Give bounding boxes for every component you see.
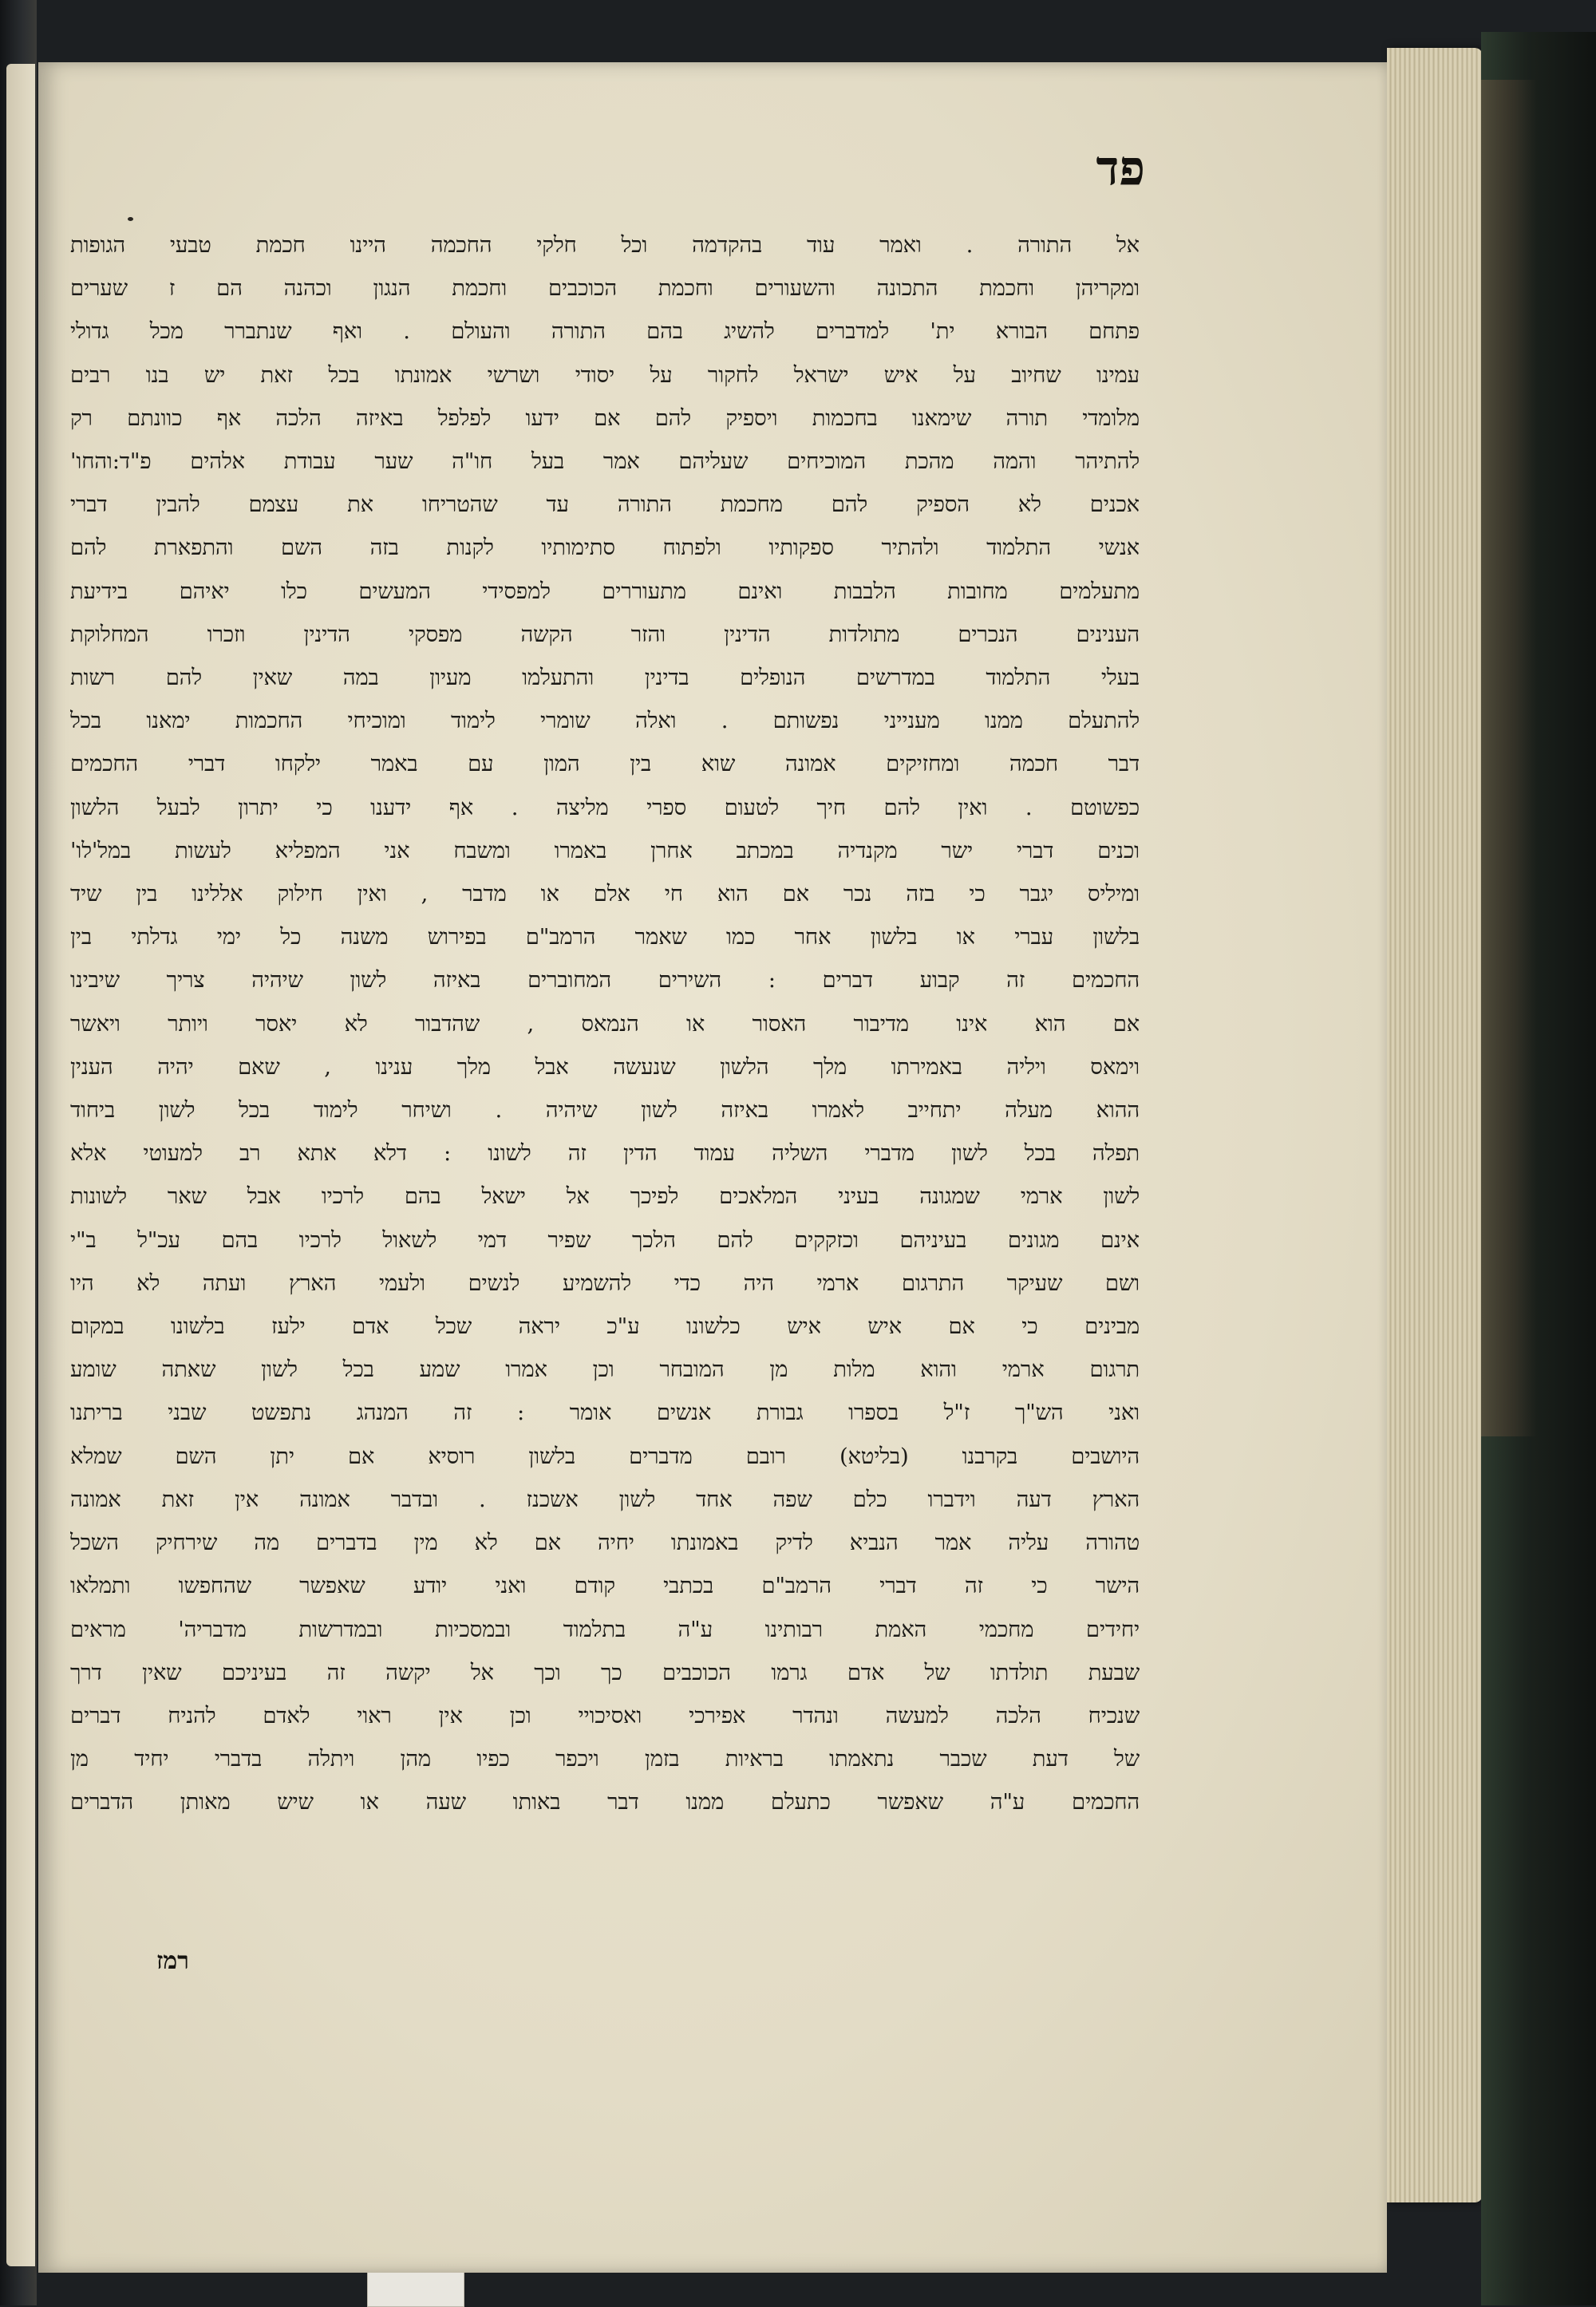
text-line: אנשי התלמוד ולהתיר ספקותיו ולפתוח סתימותיו לקנות בזה השם והתפארת להם (70, 535, 1140, 561)
text-line: אל התורה . ואמר עוד בהקדמה וכל חלקי החכמה היינו חכמת טבעי הגופות (70, 232, 1140, 258)
text-line: מלומדי תורה שימאנו בחכמות ויספיק להם אם ידעו לפלפל באיזה הלכה אף כוונתם רק (70, 405, 1140, 431)
text-line: ושם שעיקר התרגום ארמי היה כדי להשמיע לנשים ולעמי הארץ ועתה לא היו (70, 1270, 1140, 1296)
text-line: יחידים מחכמי האמת רבותינו ע"ה בתלמוד ובמסכיות ובמדרשות מדבריה' מראים (70, 1616, 1140, 1642)
page-edges (1387, 48, 1483, 2202)
text-line: לשון ארמי שמגונה בעיני המלאכים לפיכך אל ישאל בהם לרכיו אבל שאר לשונות (70, 1183, 1140, 1210)
text-line: ההוא מעלה יתחייב לאמרו באיזה לשון שיהיה . ושיחר לימוד בכל לשון ביחוד (70, 1097, 1140, 1124)
text-line: עמינו שחיוב על איש ישראל לחקור על יסודי ושרשי אמונתו בכל זאת יש בנו רבים (70, 361, 1140, 388)
text-line: בלשון עברי או בלשון אחר כמו שאמר הרמב"ם בפירוש משנה כל ימי גדלתי בין (70, 924, 1140, 950)
text-line: בעלי התלמוד במדרשים הנופלים בדינין והתעלמו מעיון במה שאין להם רשות (70, 665, 1140, 691)
text-line: דבר חכמה ומחזיקים אמונה שוא בין המון עם באמר ילקחו דברי החכמים (70, 751, 1140, 777)
page-text (70, 223, 1140, 1824)
text-line: פתחם הבורא ית' למדברים להשיג בהם התורה והעולם . ואף שנתברר מכל גדולי (70, 318, 1140, 345)
text-line: ואני הש"ך ז"ל בספרו גבורת אנשים אומר : זה המנהג נתפשט שבני בריתנו (70, 1400, 1140, 1426)
facing-page-edge (6, 64, 35, 2266)
text-line: להתעלם ממנו מענייני נפשותם . ואלה שומרי לימוד ומוכיחי החכמות ימאנו בכל (70, 708, 1140, 734)
text-line: תפלה בכל לשון מדברי השליה עמוד הדין זה לשונו : דלא אתא רב למעוטי אלא (70, 1140, 1140, 1167)
text-line: הארץ דעה וידברו כלם שפה אחד לשון אשכנז . ובדבר אמונה אין זאת אמונה (70, 1486, 1140, 1512)
text-line: וכנים דברי ישר מקנדיה במכתב אחרן באמרו ומשבח אני המפליא לעשות במל'לו' (70, 837, 1140, 863)
text-line: ומיליס יגבר כי בזה נכר אם הוא חי אלם או מדבר , ואין חילוק אללינו בין שיד (70, 881, 1140, 907)
text-line: מתעלמים מחובות הלבבות ואינם מתעוררים למפסידי המעשים כלו יאיהם בידיעת (70, 578, 1140, 604)
text-line: מבינים כי אם איש איש כלשונו ע"כ יראה שכל אדם ילעז בלשונו במקום (70, 1313, 1140, 1340)
text-line: להתיהר והמה מהכת המוכיחים שעליהם אמר בעל חו"ה שער עבודת אלהים פ"ד:והחו' (70, 448, 1140, 475)
text-line: היושבים בקרבנו (בליטא) רובם מדברים בלשון רוסיא אם יתן השם שמלא (70, 1443, 1140, 1469)
text-line: של דעת שכבר נתאמתו בראיות בזמן ויכפר כפיו מהן ויתלה בדברי יחיד מן (70, 1746, 1140, 1772)
text-line: ומקריהן וחכמת התכונה והשעורים וחכמת הכוכבים וחכמת הנגון וכהנה הם ז שערים (70, 275, 1140, 302)
text-line: החכמים זה קבוע דברים : השירים המחוברים באיזה לשון שיהיה צריך שיבינו (70, 967, 1140, 994)
text-line: תרגום ארמי והוא מלות מן המובחר וכן אמרו שמע בכל לשון שאתה שומע (70, 1357, 1140, 1383)
text-line: טהורה עליה אמר הנביא לדיק באמונתו יחיה אם לא מין בדברים מה שירחיק השכל (70, 1530, 1140, 1556)
text-line: אכנים לא הספיק להם מחכמת התורה עד שהטריחו את עצמם להבין דברי (70, 492, 1140, 518)
cover-wear (1481, 80, 1537, 1436)
text-line: וימאס ויליה באמירתו מלך הלשון שנעשה אבל מלך ענינו , שאם יהיה הענין (70, 1053, 1140, 1080)
text-line: אינם מגונים בעיניהם וכזקקים להם הלכך שפיר דמי לשאול לרכיו בהם עכ"ל ב"י (70, 1227, 1140, 1253)
text-line: הענינים הנכרים מתולדות הדינין והזר הקשה מפסקי הדינין וזכרו המחלוקת (70, 621, 1140, 647)
catchword: רמז (156, 1947, 189, 1975)
page-number: פד (1096, 140, 1145, 196)
book-cover-right (1481, 32, 1596, 2305)
text-line: הישר כי זה דברי הרמב"ם בכתבי קודם ואני יודע שאפשר שהחפשו ותמלאו (70, 1573, 1140, 1599)
text-line: שבעת תולדתו של אדם גרמו הכוכבים כך וכך אל יקשה זה בעיניכם שאין דרך (70, 1659, 1140, 1685)
text-line: כפשוטם . ואין להם חיך לטעום ספרי מליצה . אף ידענו כי יתרון לבעל הלשון (70, 794, 1140, 820)
text-line: אם הוא אינו מדיבור האסור או הנמאס , שהדבור לא יאסר ויותר ויאשר (70, 1010, 1140, 1037)
text-line: החכמים ע"ה שאפשר כתעלם ממנו דבר באותו שעה או שיש מאותן הדברים (70, 1789, 1140, 1815)
ink-speck (128, 217, 133, 221)
text-line: שנכיח הלכה למעשה ונהדר אפירכי ואסיכויי וכן אין ראוי לאדם להניח דברים (70, 1702, 1140, 1728)
